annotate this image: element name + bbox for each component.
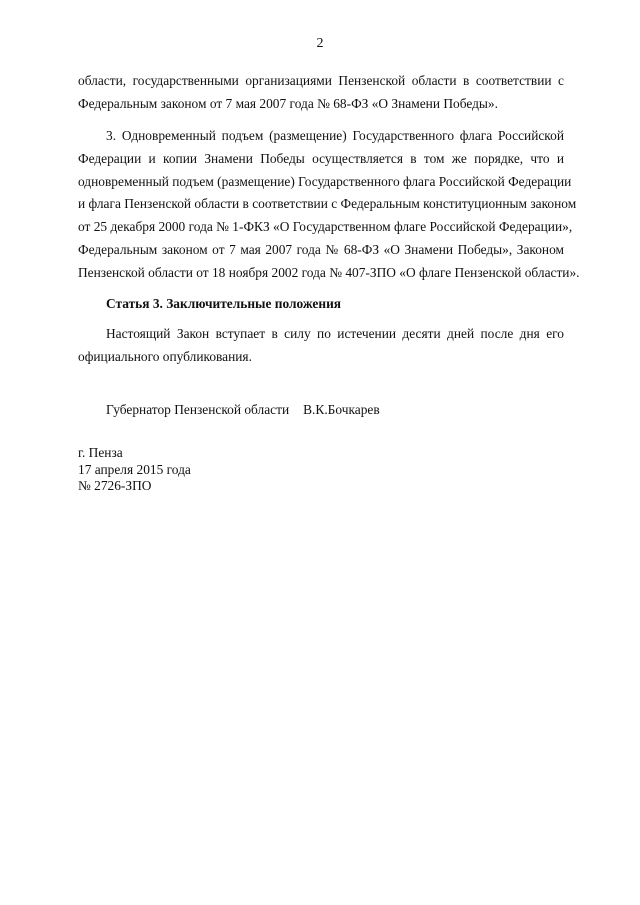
city: г. Пенза: [78, 445, 123, 460]
paragraph-item-3: [78, 125, 580, 285]
signature-block: [106, 399, 380, 421]
paragraph-line: одновременный подъем (размещение) Государственного флага Российской Федерации: [78, 173, 572, 189]
paragraph-line: области, государственными организациями Пензенской области в соответствии с: [78, 73, 564, 88]
paragraph-line: Настоящий Закон вступает в силу по истечении десяти дней после дня его: [106, 326, 564, 341]
paragraph-line: официального опубликования.: [78, 348, 252, 364]
paragraph-line: Федеральным законом от 7 мая 2007 года № 68-ФЗ «О Знамени Победы», Законом: [78, 241, 564, 257]
signatory-title: Губернатор Пензенской области: [106, 402, 290, 417]
paragraph-line: Пензенской области от 18 ноября 2002 года № 407-ЗПО «О флаге Пензенской области».: [78, 264, 580, 280]
document-number: № 2726-ЗПО: [78, 478, 152, 493]
paragraph-line: 3. Одновременный подъем (размещение) Государственного флага Российской: [106, 128, 564, 143]
date: 17 апреля 2015 года: [78, 461, 191, 477]
page-number: 2: [316, 36, 324, 51]
paragraph-line: и флага Пензенской области в соответствии с Федеральным конституционным законом: [78, 196, 577, 212]
article-heading: Статья 3. Заключительные положения: [106, 296, 342, 311]
paragraph-line: Федерации и копии Знамени Победы осуществляется в том же порядке, что и: [78, 150, 564, 166]
paragraph-continuation: [78, 70, 564, 116]
signatory-name: В.К.Бочкарев: [303, 402, 380, 417]
paragraph-line: от 25 декабря 2000 года № 1-ФКЗ «О Государственном флаге Российской Федерации»,: [78, 219, 573, 235]
paragraph-line: Федеральным законом от 7 мая 2007 года № 68-ФЗ «О Знамени Победы».: [78, 95, 498, 111]
article-paragraph: [78, 323, 564, 369]
place-date-block: [78, 445, 191, 495]
